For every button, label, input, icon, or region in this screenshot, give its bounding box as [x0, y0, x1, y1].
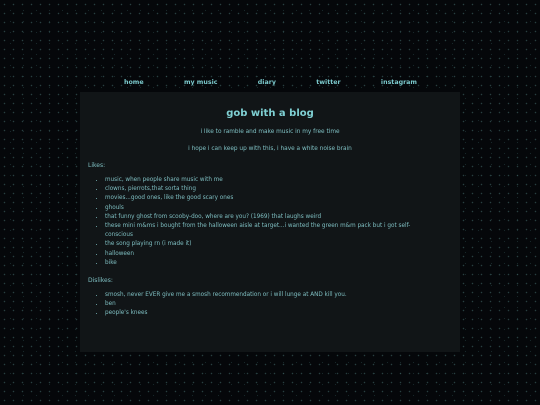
list-item: • movies...good ones, like the good scary ones: [105, 194, 452, 203]
list-item: • music, when people share music with me: [105, 176, 452, 185]
list-item: • that funny ghost from scooby-doo, where are you? (1969) that laughs weird: [105, 213, 452, 222]
list-item: • the song playing rn (i made it): [105, 240, 452, 249]
dislikes-heading: Dislikes:: [88, 277, 113, 285]
likes-list: [88, 176, 452, 268]
intro-line-1: i like to ramble and make music in my free time: [200, 129, 340, 135]
list-item: • ghouls: [105, 204, 452, 213]
list-item: • smosh, never EVER give me a smosh recommendation or i will lunge at AND kill you.: [105, 291, 452, 300]
top-nav: [80, 78, 460, 88]
intro-line-2: i hope i can keep up with this, i have a white noise brain: [188, 146, 352, 152]
dislikes-list: [88, 291, 452, 319]
content-panel: [80, 92, 460, 352]
page-title: gob with a blog: [226, 108, 314, 119]
list-item: • people's knees: [105, 309, 452, 318]
list-item: • halloween: [105, 250, 452, 259]
likes-heading: Likes:: [88, 162, 106, 169]
nav-link-diary[interactable]: diary: [257, 79, 276, 86]
list-item: • clowns, pierrots,that sorta thing: [105, 185, 452, 194]
list-item: • ben: [105, 300, 452, 309]
nav-link-instagram[interactable]: instagram: [380, 79, 417, 86]
nav-link-my-music[interactable]: my music: [183, 79, 218, 86]
list-item: • bike: [105, 259, 452, 268]
list-item: • these mini m&ms i bought from the halloween aisle at target...i wanted the green m&m pack but i got self-conscious: [105, 222, 452, 240]
nav-link-home[interactable]: home: [124, 79, 144, 86]
nav-link-twitter[interactable]: twitter: [316, 79, 341, 86]
